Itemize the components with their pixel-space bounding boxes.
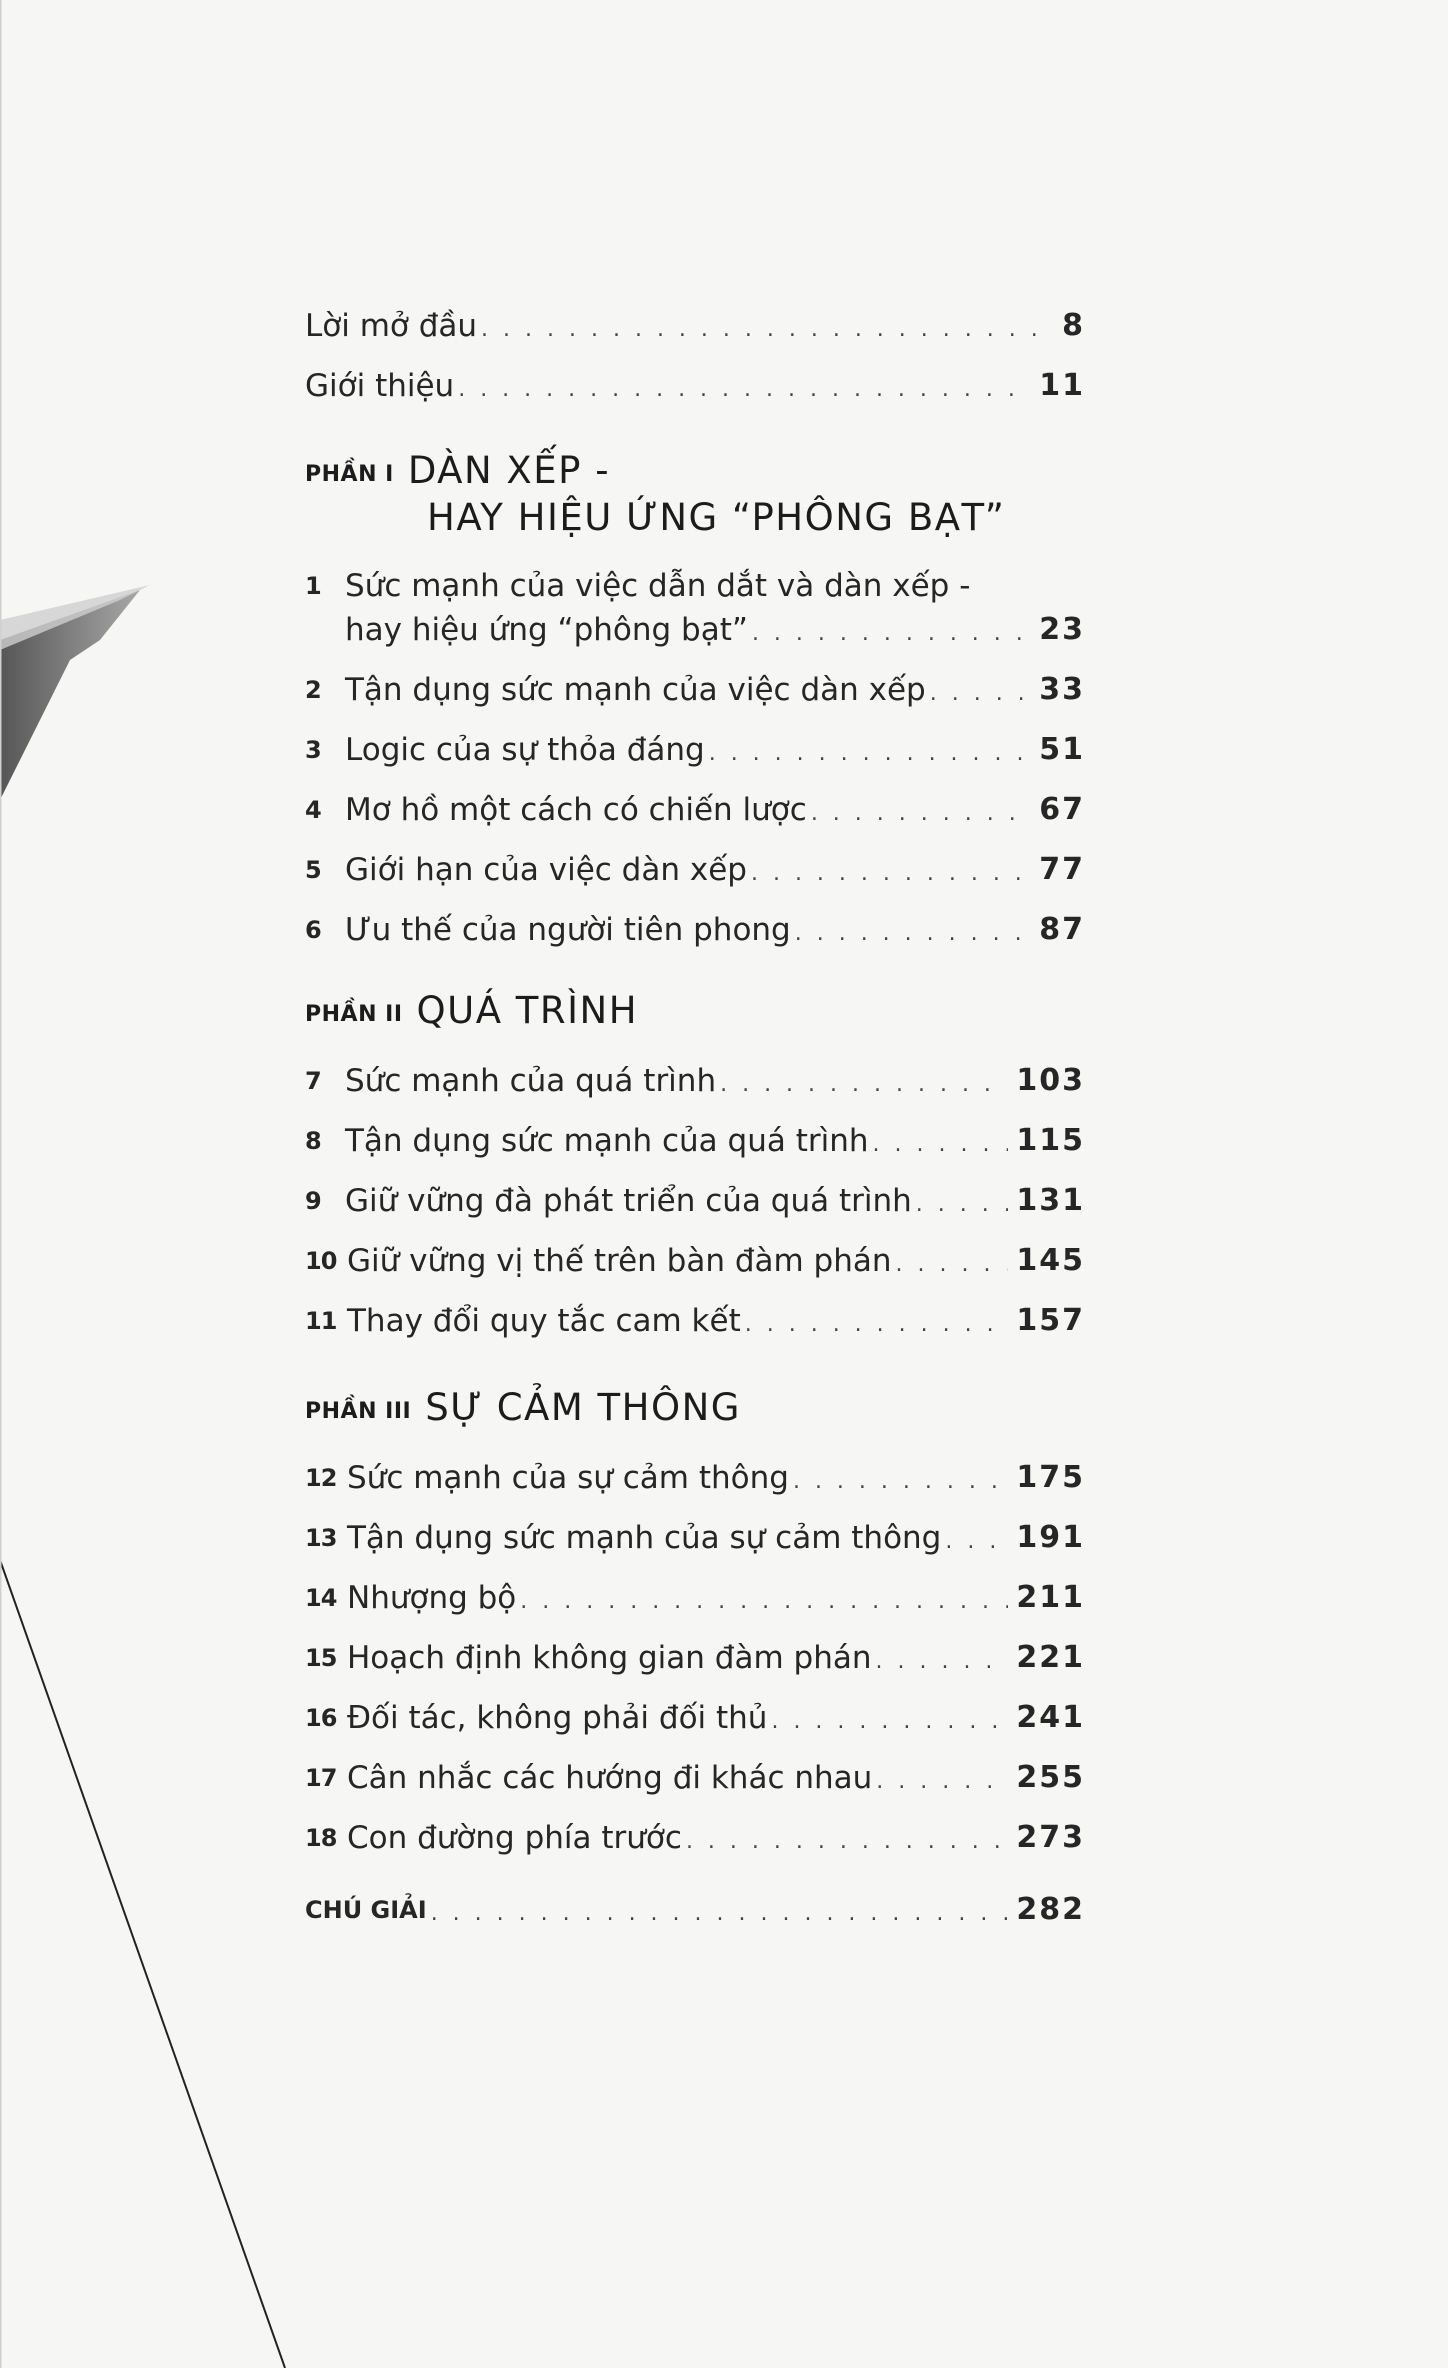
chapter-number: 10 (305, 1247, 337, 1275)
chapter-number: 17 (305, 1764, 337, 1792)
toc-entry-chapter (305, 1220, 1085, 1280)
chapter-title: Giới hạn của việc dàn xếp (345, 852, 747, 888)
entry-page: 8 (1062, 308, 1085, 343)
chapter-page: 23 (1039, 612, 1085, 647)
dot-leader (916, 1190, 1009, 1220)
toc-entry-chapter (305, 769, 1085, 829)
chapter-number: 3 (305, 736, 322, 764)
dot-leader (811, 799, 1031, 829)
chapter-number: 2 (305, 676, 322, 704)
part-3-header (305, 1386, 1085, 1429)
dot-leader (795, 919, 1032, 949)
toc-entry-chapter (305, 1040, 1085, 1100)
part-label: PHẦN II (305, 1002, 403, 1027)
chapter-number: 15 (305, 1644, 337, 1672)
chapter-page: 175 (1016, 1460, 1085, 1495)
dot-leader (431, 1899, 1009, 1929)
chapter-page: 33 (1039, 672, 1085, 707)
part-heading: QUÁ TRÌNH (416, 989, 639, 1032)
part-heading: DÀN XẾP - (407, 449, 611, 492)
toc-entry-chapter (305, 1497, 1085, 1557)
dot-leader (752, 619, 1031, 649)
chapter-title: Cân nhắc các hướng đi khác nhau (347, 1760, 873, 1796)
chapter-number: 6 (305, 916, 322, 944)
dot-leader (686, 1827, 1008, 1857)
chapter-page: 221 (1016, 1640, 1085, 1675)
chapter-number: 11 (305, 1307, 337, 1335)
dot-leader (945, 1527, 1008, 1557)
toc-entry-chapter (305, 1160, 1085, 1220)
notes-title: CHÚ GIẢI (305, 1896, 427, 1924)
chapter-number: 16 (305, 1704, 337, 1732)
chapter-title: Hoạch định không gian đàm phán (347, 1640, 872, 1676)
toc-entry-chapter (305, 1617, 1085, 1677)
chapter-title: Nhượng bộ (347, 1580, 517, 1616)
chapter-page: 145 (1016, 1243, 1085, 1278)
part-subheading: HAY HIỆU ỨNG “PHÔNG BẠT” (427, 496, 1006, 539)
toc-entry-chapter (305, 709, 1085, 769)
chapter-title: Con đường phía trước (347, 1820, 682, 1856)
chapter-page: 191 (1016, 1520, 1085, 1555)
chapter-number: 14 (305, 1584, 337, 1612)
toc-entry-chapter (305, 1437, 1085, 1497)
chapter-page: 77 (1039, 852, 1085, 887)
notes-page: 282 (1016, 1892, 1085, 1927)
dot-leader (873, 1130, 1009, 1160)
chapter-title: Tận dụng sức mạnh của việc dàn xếp (345, 672, 926, 708)
chapter-page: 241 (1016, 1700, 1085, 1735)
chapter-number: 13 (305, 1524, 337, 1552)
entry-title: Lời mở đầu (305, 308, 478, 344)
toc-entry-chapter (305, 1557, 1085, 1617)
part-2-header (305, 989, 1085, 1032)
toc-entry-chapter (305, 649, 1085, 709)
part-heading: SỰ CẢM THÔNG (425, 1386, 741, 1429)
chapter-title: Ưu thế của người tiên phong (345, 912, 791, 948)
toc-entry-chapter (305, 829, 1085, 889)
dot-leader (793, 1467, 1008, 1497)
dot-leader (751, 859, 1031, 889)
chapter-page: 157 (1016, 1303, 1085, 1338)
toc-entry-introduction (305, 345, 1085, 405)
dot-leader (520, 1587, 1008, 1617)
chapter-number: 18 (305, 1824, 337, 1852)
chapter-title: Sức mạnh của việc dẫn dắt và dàn xếp - (345, 568, 971, 604)
chapter-number: 7 (305, 1067, 322, 1095)
chapter-number: 12 (305, 1464, 337, 1492)
dot-leader (481, 315, 1037, 345)
toc-entry-notes (305, 1857, 1085, 1929)
toc-entry-foreword (305, 285, 1085, 345)
toc-entry-chapter (305, 545, 1085, 649)
chapter-title: Tận dụng sức mạnh của quá trình (345, 1123, 869, 1159)
toc-entry-chapter (305, 1677, 1085, 1737)
chapter-number: 9 (305, 1187, 322, 1215)
chapter-page: 211 (1016, 1580, 1085, 1615)
chapter-number: 4 (305, 796, 322, 824)
chapter-page: 131 (1016, 1183, 1085, 1218)
toc-entry-chapter (305, 889, 1085, 949)
part-label: PHẦN I (305, 462, 394, 487)
dot-leader (896, 1250, 1009, 1280)
dot-leader (745, 1310, 1009, 1340)
chapter-title: Sức mạnh của sự cảm thông (347, 1460, 789, 1496)
chapter-page: 255 (1016, 1760, 1085, 1795)
chapter-title: Giữ vững đà phát triển của quá trình (345, 1183, 912, 1219)
chapter-title: Thay đổi quy tắc cam kết (347, 1303, 741, 1339)
chapter-title: Giữ vững vị thế trên bàn đàm phán (347, 1243, 892, 1279)
dot-leader (876, 1647, 1009, 1677)
chapter-number: 1 (305, 572, 322, 600)
dot-leader (876, 1767, 1008, 1797)
dot-leader (771, 1707, 1008, 1737)
chapter-number: 5 (305, 856, 322, 884)
chapter-number: 8 (305, 1127, 322, 1155)
chapter-title-continued: hay hiệu ứng “phông bạt” (345, 612, 748, 648)
dot-leader (709, 739, 1032, 769)
toc-entry-chapter (305, 1100, 1085, 1160)
chapter-title: Đối tác, không phải đối thủ (347, 1700, 768, 1736)
chapter-title: Logic của sự thỏa đáng (345, 732, 705, 768)
chapter-title: Mơ hồ một cách có chiến lược (345, 792, 807, 828)
entry-page: 11 (1039, 368, 1085, 403)
part-1-header (305, 449, 1085, 492)
toc-entry-chapter (305, 1280, 1085, 1340)
table-of-contents (305, 285, 1085, 1929)
chapter-page: 103 (1016, 1063, 1085, 1098)
dot-leader (458, 375, 1031, 405)
chapter-page: 67 (1039, 792, 1085, 827)
chapter-page: 87 (1039, 912, 1085, 947)
dot-leader (930, 679, 1032, 709)
toc-entry-chapter (305, 1797, 1085, 1857)
chapter-title: Sức mạnh của quá trình (345, 1063, 717, 1099)
part-label: PHẦN III (305, 1399, 412, 1424)
chapter-page: 273 (1016, 1820, 1085, 1855)
entry-title: Giới thiệu (305, 368, 455, 404)
dot-leader (720, 1070, 1008, 1100)
chapter-title: Tận dụng sức mạnh của sự cảm thông (347, 1520, 942, 1556)
toc-entry-chapter (305, 1737, 1085, 1797)
chapter-page: 115 (1016, 1123, 1085, 1158)
chapter-page: 51 (1039, 732, 1085, 767)
